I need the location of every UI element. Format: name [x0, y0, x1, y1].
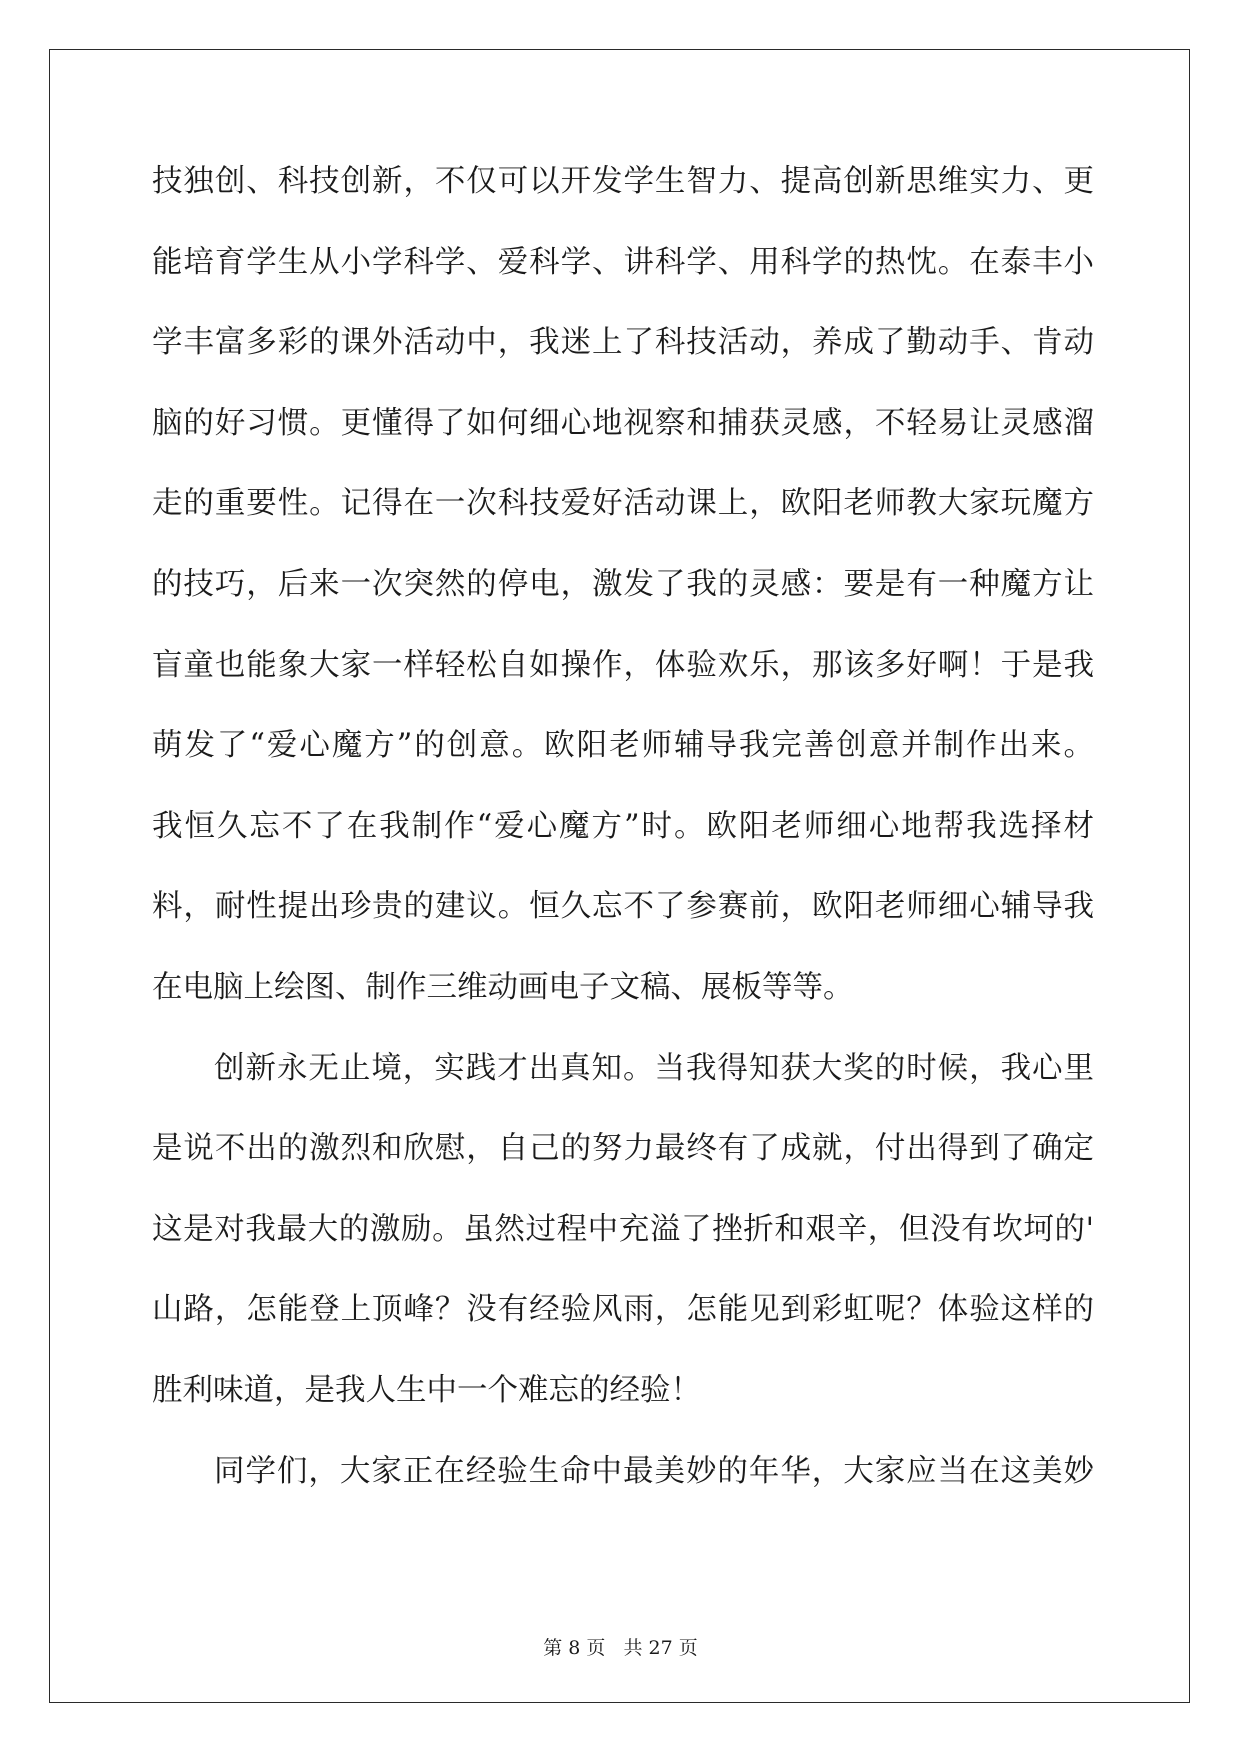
text-line: 这是对我最大的激励。虽然过程中充溢了挫折和艰辛，但没有坎坷的' [152, 1211, 1094, 1247]
page-footer [0, 1633, 1241, 1660]
text-line: 能培育学生从小学科学、爱科学、讲科学、用科学的热忱。在泰丰小 [152, 244, 1094, 280]
text-line: 在电脑上绘图、制作三维动画电子文稿、展板等等。 [152, 969, 854, 1005]
text-line: 同学们，大家正在经验生命中最美妙的年华，大家应当在这美妙 [214, 1453, 1094, 1489]
text-line: 盲童也能象大家一样轻松自如操作，体验欢乐，那该多好啊！于是我 [152, 647, 1094, 683]
text-line: 的技巧，后来一次突然的停电，激发了我的灵感：要是有一种魔方让 [152, 566, 1094, 602]
text-line: 学丰富多彩的课外活动中，我迷上了科技活动，养成了勤动手、肯动 [152, 325, 1094, 361]
page-total: 共 27 页 [623, 1637, 698, 1659]
text-line: 我恒久忘不了在我制作“爱心魔方”时。欧阳老师细心地帮我选择材 [152, 808, 1094, 844]
text-line: 脑的好习惯。更懂得了如何细心地视察和捕获灵感，不轻易让灵感溜 [152, 405, 1094, 441]
text-line: 山路，怎能登上顶峰？没有经验风雨，怎能见到彩虹呢？体验这样的 [152, 1292, 1094, 1328]
page-number: 第 8 页 [543, 1637, 606, 1659]
text-line: 是说不出的激烈和欣慰，自己的努力最终有了成就，付出得到了确定 [152, 1131, 1094, 1167]
text-line: 创新永无止境，实践才出真知。当我得知获大奖的时候，我心里 [214, 1050, 1094, 1086]
text-line: 技独创、科技创新，不仅可以开发学生智力、提高创新思维实力、更 [152, 164, 1094, 199]
text-line: 胜利味道，是我人生中一个难忘的经验！ [152, 1372, 701, 1408]
text-line: 萌发了“爱心魔方”的创意。欧阳老师辅导我完善创意并制作出来。 [152, 728, 1094, 764]
text-line: 走的重要性。记得在一次科技爱好活动课上，欧阳老师教大家玩魔方 [152, 486, 1094, 522]
body-text [152, 155, 1094, 1525]
text-line: 料，耐性提出珍贵的建议。恒久忘不了参赛前，欧阳老师细心辅导我 [152, 889, 1094, 925]
